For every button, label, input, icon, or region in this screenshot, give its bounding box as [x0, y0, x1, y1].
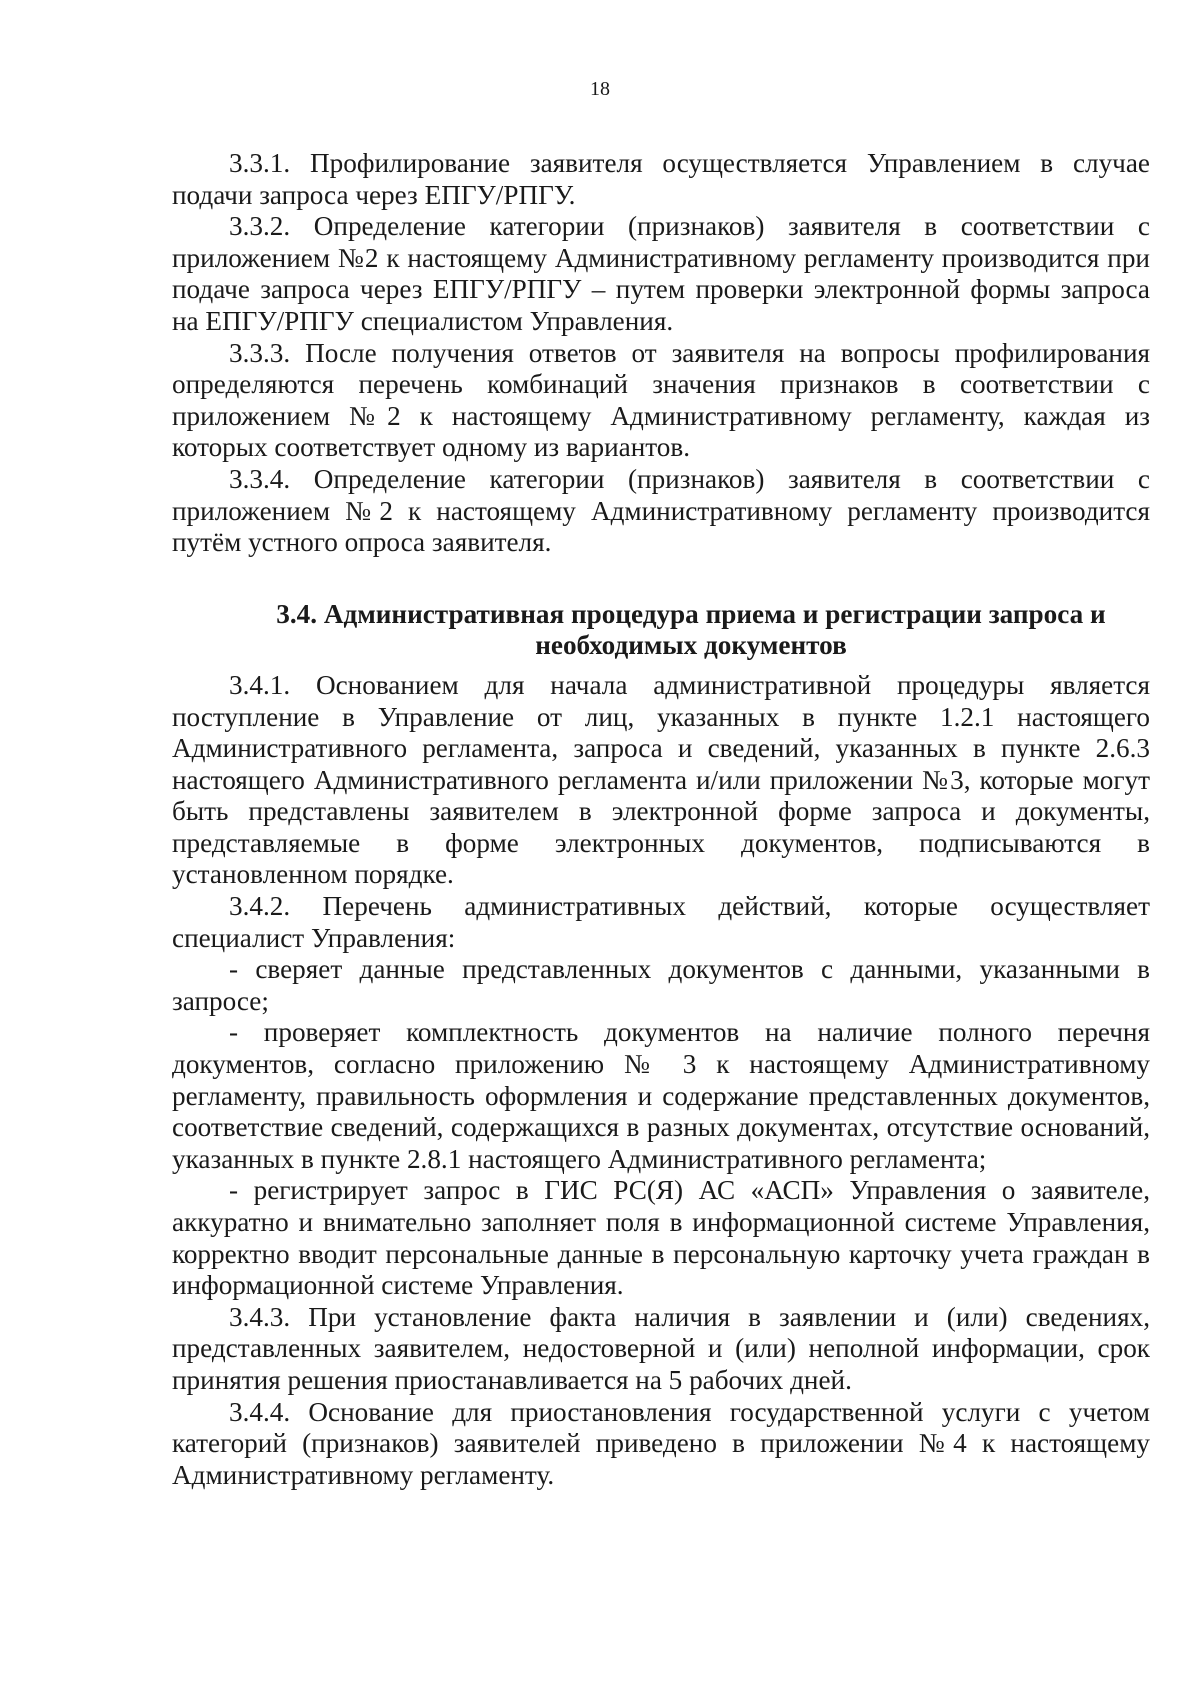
paragraph-3-3-1: 3.3.1. Профилирование заявителя осуществляется Управлением в случае подачи запроса через ЕПГУ/РПГУ.: [172, 148, 1150, 210]
paragraph-3-4-4: 3.4.4. Основание для приостановления государственной услуги с учетом категорий (признаков) заявителей приведено в приложении №4 к настоящему Административному регламенту.: [172, 1396, 1150, 1490]
list-item-check-completeness: - проверяет комплектность документов на наличие полного перечня документов, согласно приложению № 3 к настоящему Административному регламенту, правильность оформления и содержание представленных документов, соответствие сведений, содержащихся в разных документах, отсутствие оснований, указанных в пункте 2.8.1 настоящего Административного регламента;: [172, 1017, 1150, 1174]
list-item-verify-documents: - сверяет данные представленных документов с данными, указанными в запросе;: [172, 954, 1150, 1016]
paragraph-3-4-3: 3.4.3. При установление факта наличия в заявлении и (или) сведениях, представленных заявителем, недостоверной и (или) неполной информации, срок принятия решения приостанавливается на 5 рабочих дней.: [172, 1301, 1150, 1395]
paragraph-3-4-2: 3.4.2. Перечень административных действий, которые осуществляет специалист Управления:: [172, 891, 1150, 953]
document-body: [172, 148, 1150, 1491]
paragraph-3-3-4: 3.3.4. Определение категории (признаков) заявителя в соответствии с приложением №2 к настоящему Административному регламенту производится путём устного опроса заявителя.: [172, 463, 1150, 558]
section-heading-3-4: [172, 599, 1150, 662]
section-heading-line-1: 3.4. Административная процедура приема и регистрации запроса и: [276, 598, 1106, 629]
list-item-register-request: - регистрирует запрос в ГИС РС(Я) АС «АСП» Управления о заявителе, аккуратно и внимательно заполняет поля в информационной системе Управления, корректно вводит персональные данные в персональную карточку учета граждан в информационной системе Управления.: [172, 1175, 1150, 1301]
section-heading-line-2: необходимых документов: [535, 630, 847, 661]
paragraph-3-3-2: 3.3.2. Определение категории (признаков) заявителя в соответствии с приложением №2 к настоящему Административному регламенту производится при подаче запроса через ЕПГУ/РПГУ – путем проверки электронной формы запроса на ЕПГУ/РПГУ специалистом Управления.: [172, 211, 1150, 336]
paragraph-3-4-1: 3.4.1. Основанием для начала административной процедуры является поступление в Управление от лиц, указанных в пункте 1.2.1 настоящего Административного регламента, запроса и сведений, указанных в пункте 2.6.3 настоящего Административного регламента и/или приложении №3, которые могут быть представлены заявителем в электронной форме запроса и документы, представляемые в форме электронных документов, подписываются в установленном порядке.: [172, 669, 1150, 890]
paragraph-3-3-3: 3.3.3. После получения ответов от заявителя на вопросы профилирования определяются перечень комбинаций значения признаков в соответствии с приложением №2 к настоящему Административному регламенту, каждая из которых соответствует одному из вариантов.: [172, 337, 1150, 463]
page-number: 18: [590, 78, 610, 100]
